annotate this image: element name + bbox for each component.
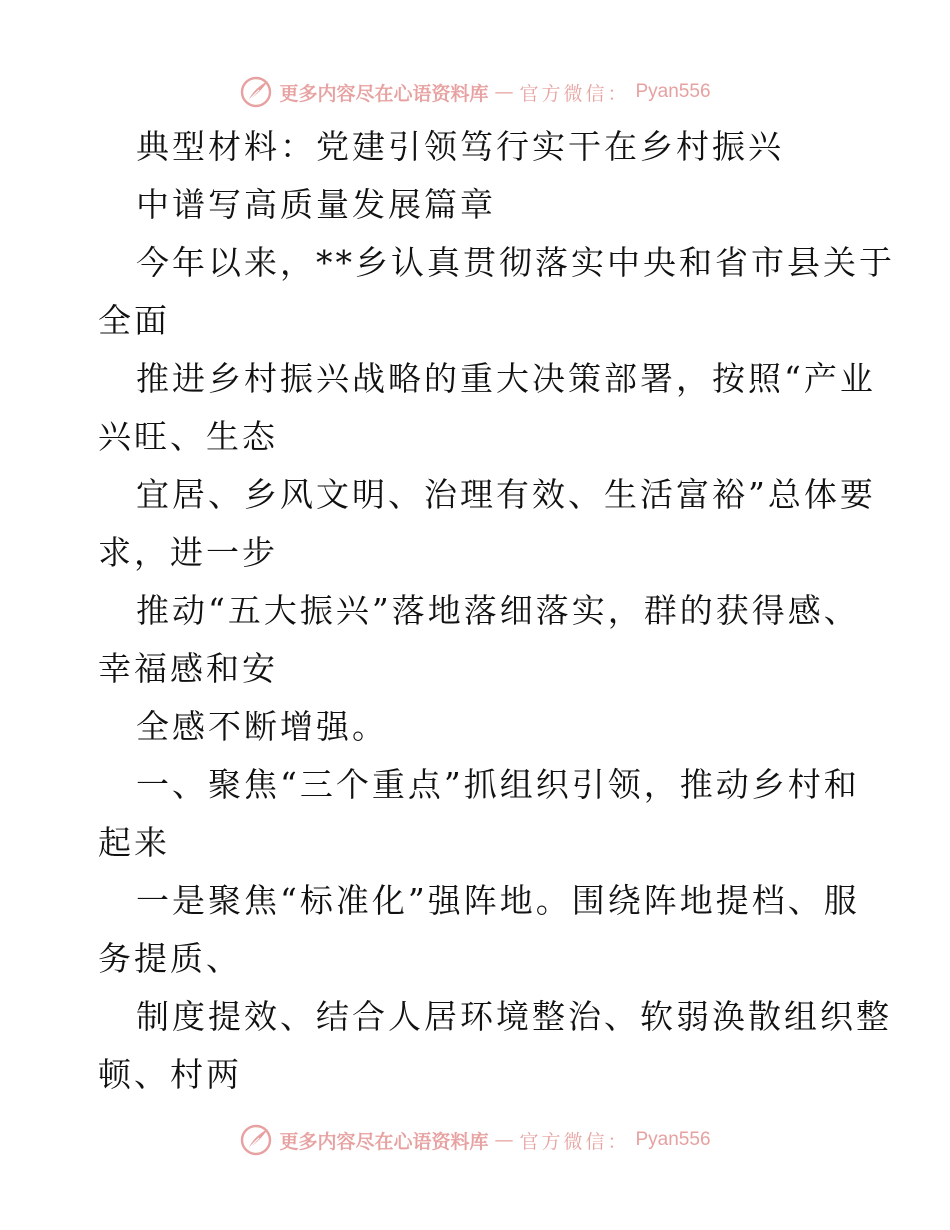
paragraph-line: 求，进一步 bbox=[98, 533, 278, 572]
feather-pen-logo-icon bbox=[239, 1123, 273, 1157]
title-line-1: 典型材料：党建引领笃行实干在乡村振兴 bbox=[136, 127, 784, 166]
feather-pen-logo-icon bbox=[239, 75, 273, 109]
section-heading-line: 一、聚焦“三个重点”抓组织引领，推动乡村和 bbox=[136, 765, 860, 804]
watermark-wechat-label: 官方微信： bbox=[519, 1130, 630, 1153]
watermark-separator: — bbox=[494, 81, 514, 103]
paragraph-line: 全感不断增强。 bbox=[136, 707, 388, 746]
header-watermark bbox=[0, 72, 950, 112]
paragraph-line: 顿、村两 bbox=[98, 1055, 242, 1094]
section-heading-line: 起来 bbox=[98, 823, 170, 862]
paragraph-line: 全面 bbox=[98, 301, 170, 340]
watermark-wechat-id: Pyan556 bbox=[635, 1129, 711, 1150]
paragraph-line: 今年以来，**乡认真贯彻落实中央和省市县关于 bbox=[136, 243, 895, 282]
watermark-separator: — bbox=[494, 1129, 514, 1151]
paragraph-line: 兴旺、生态 bbox=[98, 417, 278, 456]
paragraph-line: 推动“五大振兴”落地落细落实，群的获得感、 bbox=[136, 591, 860, 630]
title-line-2: 中谱写高质量发展篇章 bbox=[136, 185, 496, 224]
watermark-brand: 更多内容尽在心语资料库 bbox=[279, 1130, 489, 1153]
paragraph-line: 幸福感和安 bbox=[98, 649, 278, 688]
paragraph-line: 一是聚焦“标准化”强阵地。围绕阵地提档、服 bbox=[136, 881, 860, 920]
paragraph-line: 推进乡村振兴战略的重大决策部署，按照“产业 bbox=[136, 359, 876, 398]
watermark-wechat-id: Pyan556 bbox=[635, 81, 711, 102]
watermark-wechat-label: 官方微信： bbox=[519, 82, 630, 105]
footer-watermark bbox=[0, 1120, 950, 1160]
watermark-brand: 更多内容尽在心语资料库 bbox=[279, 82, 489, 105]
document-body bbox=[98, 118, 895, 1104]
paragraph-line: 务提质、 bbox=[98, 939, 242, 978]
paragraph-line: 制度提效、结合人居环境整治、软弱涣散组织整 bbox=[136, 997, 892, 1036]
paragraph-line: 宜居、乡风文明、治理有效、生活富裕”总体要 bbox=[136, 475, 876, 514]
